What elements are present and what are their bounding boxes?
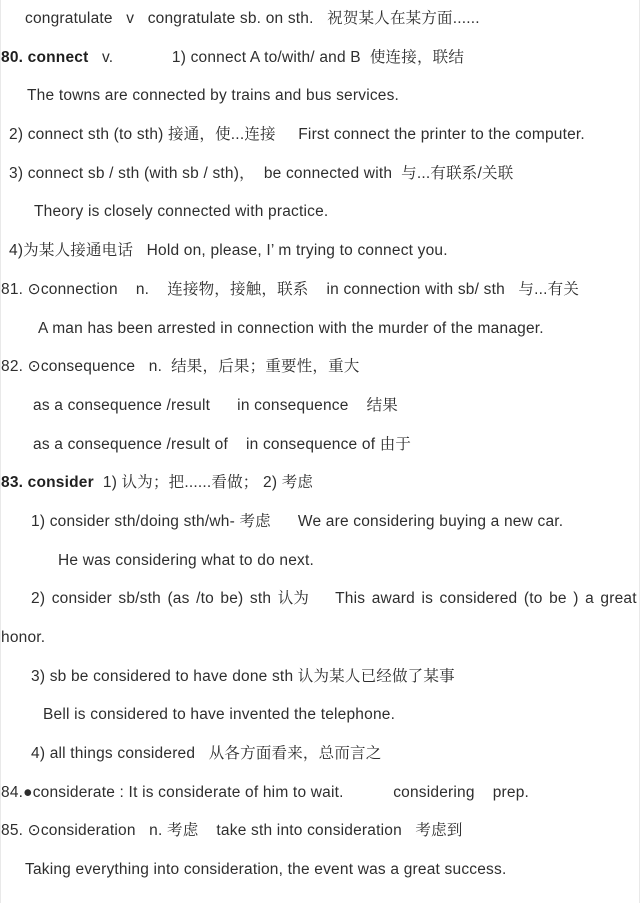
usage-connect-2: 2) connect sth (to sth) 接通，使...连接 First connect the printer to the computer. — [9, 126, 585, 144]
entry-85-consideration-heading: 85. ⊙consideration n. 考虑 take sth into consideration 考虑到 — [1, 822, 463, 840]
entry-82-consequence-heading: 82. ⊙consequence n. 结果，后果；重要性，重大 — [1, 358, 360, 376]
usage-consider-4: 4) all things considered 从各方面看来，总而言之 — [31, 745, 382, 763]
entry-83-consider-heading — [1, 464, 639, 503]
example-connection: A man has been arrested in connection with the murder of the manager. — [38, 319, 544, 337]
usage-consider-2-continuation: honor. — [1, 629, 46, 646]
usage-consider-3: 3) sb be considered to have done sth 认为某人已经做了某事 — [31, 667, 455, 685]
phrase-consequence-1: as a consequence /result in consequence 结果 — [33, 396, 398, 414]
entry-81-connection-heading: 81. ⊙connection n. 连接物，接触，联系 in connection with sb/ sth 与...有关 — [1, 280, 580, 298]
entry-83-word: 83. consider — [1, 474, 94, 492]
example-connect-3: Theory is closely connected with practice. — [34, 203, 329, 221]
usage-connect-4: 4)为某人接通电话 Hold on, please, I’ m trying to connect you. — [9, 242, 448, 260]
entry-80-word: 80. connect — [1, 48, 89, 66]
entry-80-connect-heading — [1, 39, 639, 78]
example-connect-1: The towns are connected by trains and bus services. — [27, 87, 400, 105]
entry-80-rest: v. 1) connect A to/with/ and B 使连接，联结 — [88, 48, 465, 66]
entry-83-rest: 1) 认为；把......看做； 2) 考虑 — [93, 474, 314, 492]
entry-congratulate: congratulate v congratulate sb. on sth. 祝贺某人在某方面...... — [25, 10, 480, 27]
usage-consider-2: 2) consider sb/sth (as /to be) sth 认为 This award is considered (to be ) a great — [31, 590, 637, 608]
example-consider-3: Bell is considered to have invented the telephone. — [43, 706, 396, 724]
usage-consider-1: 1) consider sth/doing sth/wh- 考虑 We are considering buying a new car. — [31, 512, 564, 530]
phrase-consequence-2: as a consequence /result of in consequence of 由于 — [33, 435, 412, 453]
example-consideration: Taking everything into consideration, the event was a great success. — [25, 861, 507, 879]
entry-84-considerate: 84.●considerate : It is considerate of him to wait. considering prep. — [1, 783, 530, 801]
example-consider-1: He was considering what to do next. — [58, 551, 314, 569]
usage-connect-3: 3) connect sb / sth (with sb / sth)， be connected with 与...有联系/关联 — [9, 164, 514, 182]
